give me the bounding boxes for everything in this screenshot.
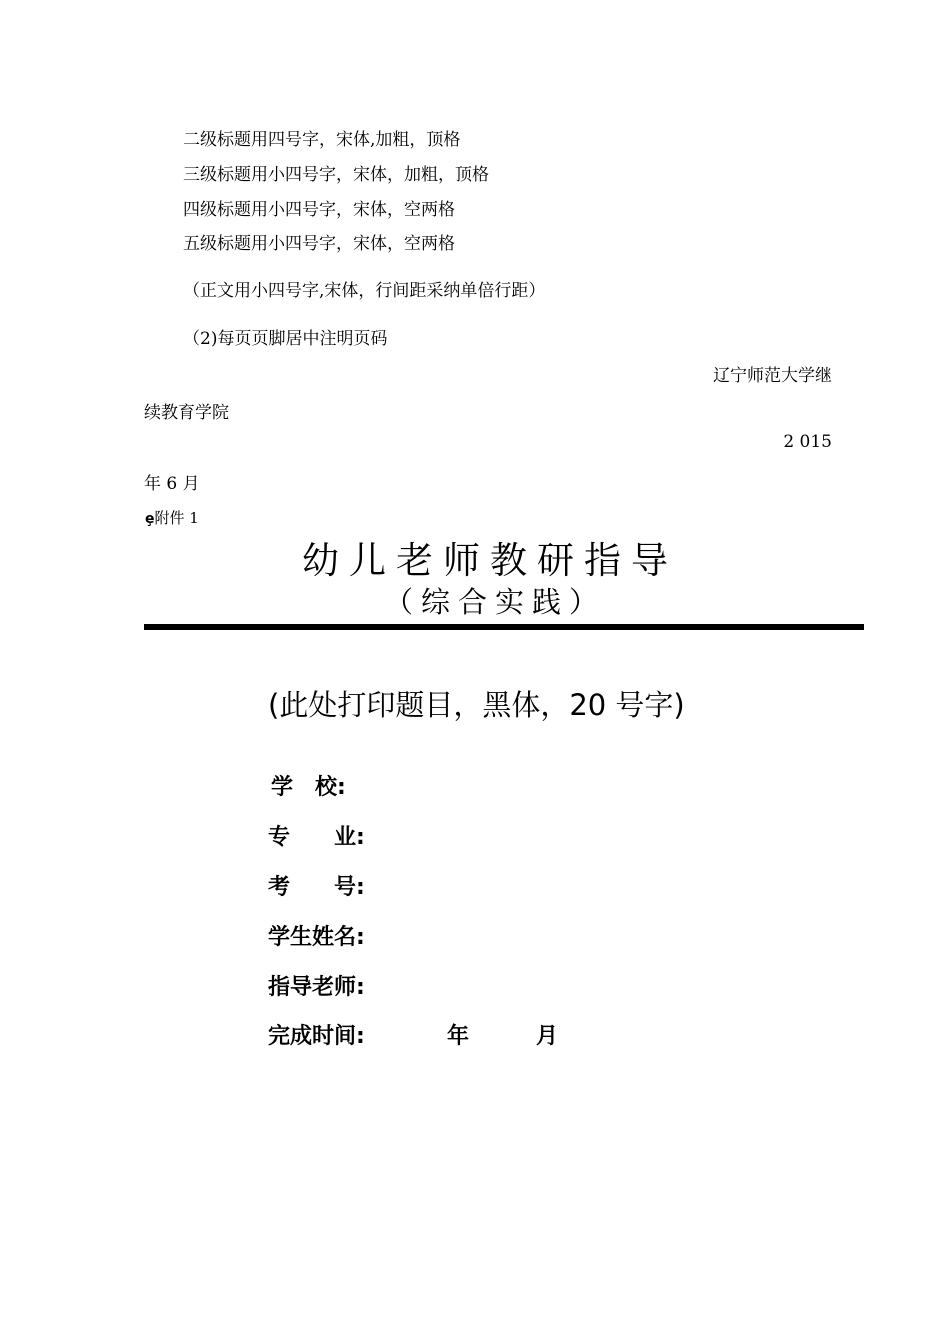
- cover-subtitle: （综合实践）: [383, 585, 606, 619]
- field-completion-time: 完成时间:: [268, 1024, 365, 1049]
- note-heading2: 二级标题用四号字，宋体,加粗，顶格: [183, 130, 461, 150]
- topic-placeholder: (此处打印题目，黑体，20 号字): [268, 688, 685, 722]
- note-heading3: 三级标题用小四号字，宋体，加粗，顶格: [183, 165, 489, 185]
- field-student-id: 考 号:: [268, 875, 365, 900]
- issuer-line1: 辽宁师范大学继: [713, 366, 832, 386]
- cover-title: 幼儿老师教研指导: [302, 539, 678, 582]
- attachment-label: [145, 507, 199, 528]
- issuer-line2: 续教育学院: [144, 403, 229, 423]
- note-body-text: （正文用小四号字,宋体，行间距采纳单倍行距）: [183, 281, 546, 301]
- note-page-number: （2)每页页脚居中注明页码: [183, 329, 388, 349]
- date-line1: 2 015: [783, 432, 832, 452]
- field-school: 学 校:: [271, 775, 346, 800]
- field-month-label: 月: [536, 1024, 559, 1049]
- attachment-text: 附件 1: [154, 509, 199, 527]
- note-heading4: 四级标题用小四号字，宋体，空两格: [183, 200, 455, 220]
- field-year-label: 年: [447, 1024, 470, 1049]
- title-divider: [144, 624, 864, 630]
- field-advisor: 指导老师:: [268, 975, 365, 1000]
- field-major: 专 业:: [268, 825, 365, 850]
- date-line2: 年 6 月: [144, 474, 200, 494]
- anchor-mark: ȩ: [145, 511, 155, 527]
- field-student-name: 学生姓名:: [268, 925, 365, 950]
- note-heading5: 五级标题用小四号字，宋体，空两格: [183, 234, 455, 254]
